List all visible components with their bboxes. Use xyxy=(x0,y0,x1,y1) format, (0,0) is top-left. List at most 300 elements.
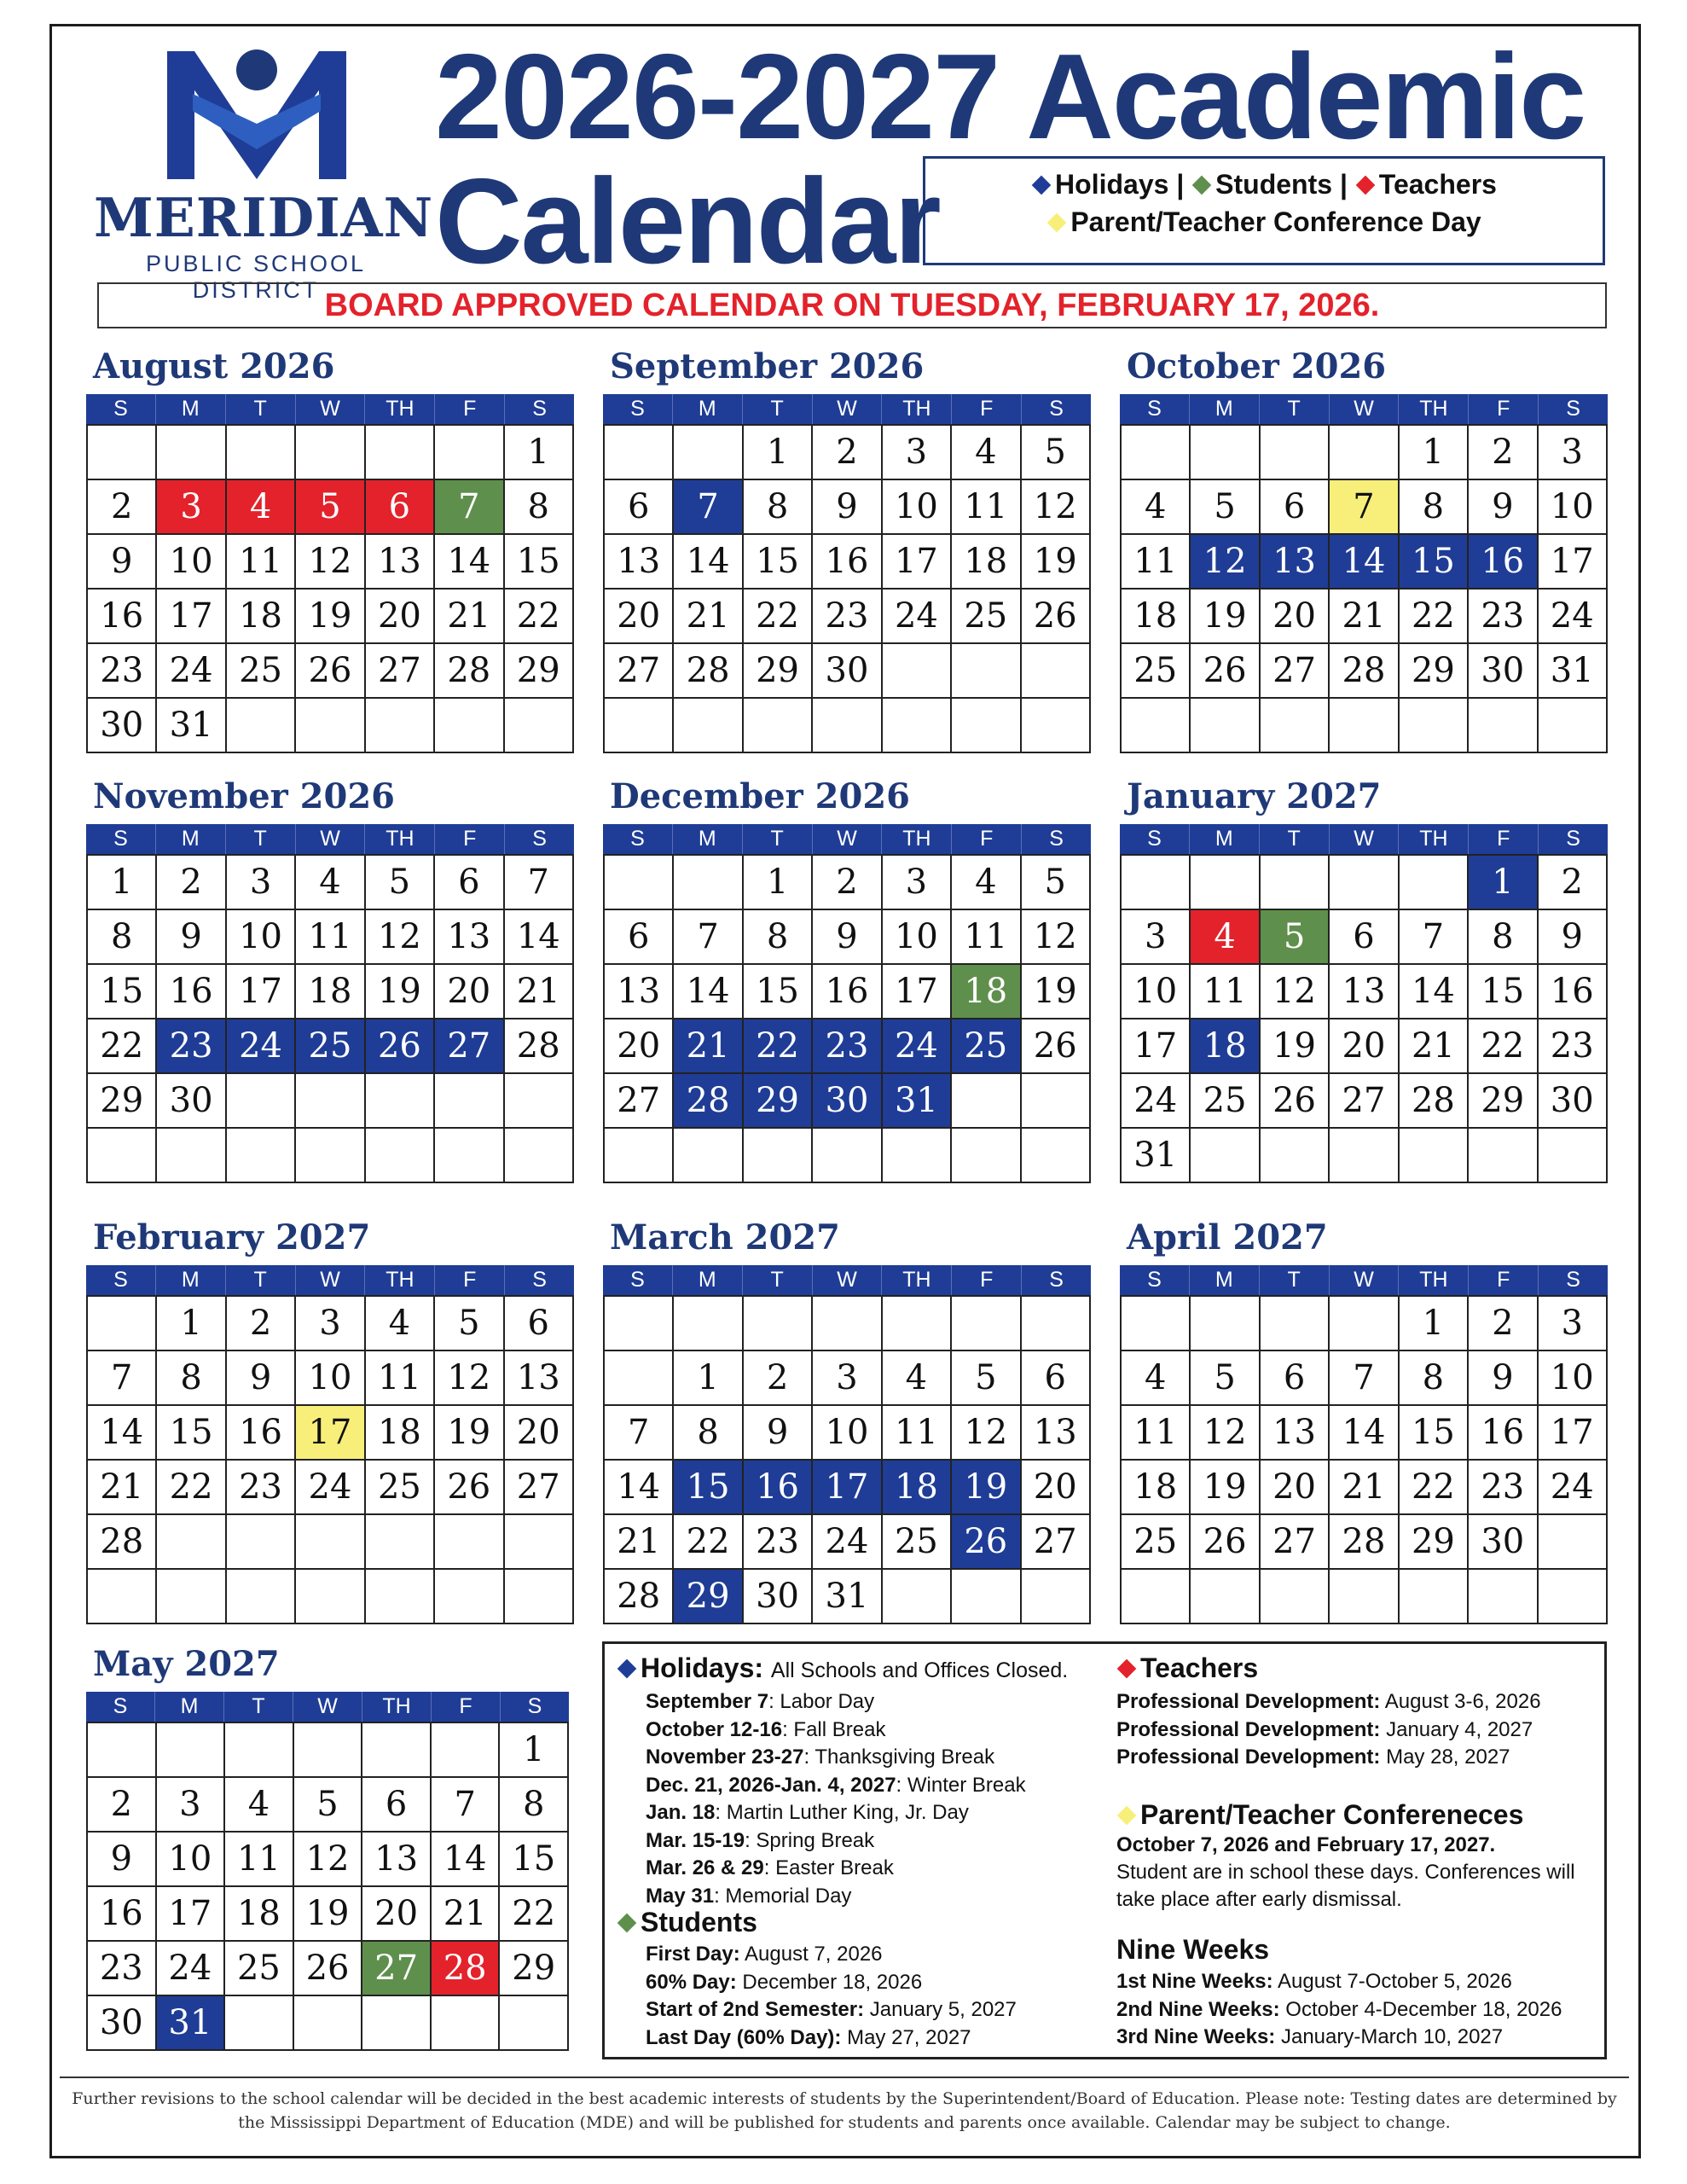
day-cell: 2 xyxy=(227,1297,296,1351)
student-item-text: August 7, 2026 xyxy=(739,1943,883,1966)
day-cell: 22 xyxy=(1400,590,1469,644)
conference-diamond-icon xyxy=(1117,1805,1137,1825)
day-cell: 24 xyxy=(1539,1461,1608,1515)
weekday-label: W xyxy=(293,1692,362,1722)
day-cell: 4 xyxy=(296,856,365,910)
day-cell: 6 xyxy=(605,910,674,965)
day-cell: 3 xyxy=(1539,1297,1608,1351)
holiday-item xyxy=(646,1690,874,1714)
weekday-label: W xyxy=(813,394,883,424)
week-row xyxy=(1122,535,1608,590)
day-cell: 25 xyxy=(366,1461,435,1515)
day-cell: 13 xyxy=(1022,1406,1091,1461)
legend-teachers: Teachers xyxy=(1378,169,1497,200)
week-row xyxy=(88,1074,574,1129)
day-cell: 9 xyxy=(88,1833,157,1887)
day-cell: 5 xyxy=(1022,856,1091,910)
day-cell: 28 xyxy=(674,644,743,699)
teacher-diamond-icon xyxy=(1355,175,1375,195)
weekday-label: M xyxy=(156,1265,226,1295)
day-cell: 6 xyxy=(1022,1351,1091,1406)
holiday-item-text: : Memorial Day xyxy=(714,1884,852,1908)
day-cell: 23 xyxy=(1539,1019,1608,1074)
day-cell: 29 xyxy=(505,644,574,699)
holiday-item-text: : Labor Day xyxy=(768,1690,875,1713)
logo-name: MERIDIAN xyxy=(94,186,434,249)
week-row xyxy=(605,644,1091,699)
weekday-label: TH xyxy=(882,824,952,854)
weekday-label: F xyxy=(435,1265,505,1295)
empty-day-cell xyxy=(227,699,296,753)
empty-day-cell xyxy=(227,1515,296,1570)
week-row xyxy=(88,1461,574,1515)
day-cell: 31 xyxy=(1539,644,1608,699)
week-row xyxy=(605,1297,1091,1351)
day-cell: 23 xyxy=(744,1515,813,1570)
day-cell: 3 xyxy=(1539,426,1608,480)
day-cell: 10 xyxy=(157,535,226,590)
day-cell: 19 xyxy=(296,590,365,644)
day-cell: 20 xyxy=(605,1019,674,1074)
teacher-item-label: Professional Development: xyxy=(1116,1717,1381,1741)
weekday-label: F xyxy=(435,394,505,424)
day-cell: 7 xyxy=(674,480,743,535)
day-cell: 19 xyxy=(1022,965,1091,1019)
day-cell: 9 xyxy=(1539,910,1608,965)
day-cell: 5 xyxy=(1191,480,1260,535)
day-cell: 31 xyxy=(157,1996,226,2051)
nine-weeks-item-text: October 4-December 18, 2026 xyxy=(1279,1997,1562,2021)
day-cell: 25 xyxy=(1122,1515,1191,1570)
student-item-label: First Day: xyxy=(646,1943,740,1966)
day-cell: 12 xyxy=(952,1406,1021,1461)
week-row xyxy=(88,1297,574,1351)
week-row xyxy=(1122,1129,1608,1183)
day-cell: 5 xyxy=(366,856,435,910)
day-cell: 10 xyxy=(1539,1351,1608,1406)
weekday-label: M xyxy=(673,1265,743,1295)
day-cell: 19 xyxy=(366,965,435,1019)
holidays-note: All Schools and Offices Closed. xyxy=(770,1658,1069,1682)
month-day-grid xyxy=(86,1295,574,1624)
day-cell: 23 xyxy=(88,644,157,699)
day-cell: 14 xyxy=(674,965,743,1019)
week-row xyxy=(88,1996,569,2051)
weekday-label: TH xyxy=(365,394,435,424)
empty-day-cell xyxy=(883,699,952,753)
weekday-label: T xyxy=(743,1265,813,1295)
day-cell: 16 xyxy=(1469,535,1538,590)
day-cell: 17 xyxy=(1539,535,1608,590)
day-cell: 25 xyxy=(1191,1074,1260,1129)
empty-day-cell xyxy=(88,1297,157,1351)
month-title: January 2027 xyxy=(1127,776,1382,816)
day-cell: 21 xyxy=(505,965,574,1019)
holiday-item xyxy=(646,1856,894,1880)
day-cell: 13 xyxy=(605,965,674,1019)
month-title: March 2027 xyxy=(610,1217,840,1258)
weekday-label: F xyxy=(952,1265,1022,1295)
weekday-label: TH xyxy=(362,1692,432,1722)
empty-day-cell xyxy=(605,856,674,910)
calendar-key-box xyxy=(602,1641,1607,2059)
empty-day-cell xyxy=(1022,1074,1091,1129)
day-cell: 21 xyxy=(1400,1019,1469,1074)
day-cell: 21 xyxy=(435,590,504,644)
day-cell: 13 xyxy=(435,910,504,965)
week-row xyxy=(605,535,1091,590)
weekday-label: TH xyxy=(1399,394,1469,424)
day-cell: 3 xyxy=(883,856,952,910)
holiday-item-text: : Martin Luther King, Jr. Day xyxy=(715,1801,969,1824)
empty-day-cell xyxy=(1122,1570,1191,1624)
week-row xyxy=(88,1515,574,1570)
day-cell: 23 xyxy=(88,1942,157,1996)
day-cell: 21 xyxy=(1330,1461,1399,1515)
empty-day-cell xyxy=(1022,1297,1091,1351)
weekday-label: S xyxy=(532,827,547,851)
board-approval-notice: BOARD APPROVED CALENDAR ON TUESDAY, FEBRUARY 17, 2026. xyxy=(97,282,1607,328)
week-row xyxy=(1122,1297,1608,1351)
weekday-label: S xyxy=(532,1268,547,1292)
day-cell: 24 xyxy=(813,1515,882,1570)
day-cell: 10 xyxy=(883,480,952,535)
day-cell: 10 xyxy=(1122,965,1191,1019)
empty-day-cell xyxy=(157,426,226,480)
day-cell: 28 xyxy=(605,1570,674,1624)
holiday-item xyxy=(646,1774,1026,1798)
week-row xyxy=(1122,856,1608,910)
day-cell: 17 xyxy=(1539,1406,1608,1461)
empty-day-cell xyxy=(225,1723,294,1778)
weekday-label: T xyxy=(224,1692,293,1722)
day-cell: 10 xyxy=(1539,480,1608,535)
week-row xyxy=(605,1351,1091,1406)
day-cell: 15 xyxy=(744,535,813,590)
empty-day-cell xyxy=(88,1723,157,1778)
day-cell: 15 xyxy=(1469,965,1538,1019)
weekday-label: T xyxy=(743,394,813,424)
day-cell: 18 xyxy=(1122,1461,1191,1515)
weekday-header xyxy=(86,1265,574,1295)
nine-weeks-item xyxy=(1116,2025,1503,2049)
day-cell: 30 xyxy=(1469,644,1538,699)
day-cell: 5 xyxy=(1022,426,1091,480)
week-row xyxy=(1122,910,1608,965)
day-cell: 30 xyxy=(744,1570,813,1624)
day-cell: 5 xyxy=(1261,910,1330,965)
day-cell: 25 xyxy=(227,644,296,699)
holiday-item-text: : Spring Break xyxy=(745,1828,875,1852)
empty-day-cell xyxy=(505,1570,574,1624)
week-row xyxy=(1122,965,1608,1019)
month-day-grid xyxy=(1120,854,1608,1183)
day-cell: 20 xyxy=(505,1406,574,1461)
day-cell: 26 xyxy=(1022,1019,1091,1074)
empty-day-cell xyxy=(605,1129,674,1183)
empty-day-cell xyxy=(505,1515,574,1570)
day-cell: 12 xyxy=(1191,1406,1260,1461)
day-cell: 16 xyxy=(744,1461,813,1515)
weekday-label: S xyxy=(603,1265,673,1295)
empty-day-cell xyxy=(1261,1570,1330,1624)
day-cell: 29 xyxy=(744,1074,813,1129)
empty-day-cell xyxy=(952,644,1021,699)
holiday-item-text: : Fall Break xyxy=(782,1717,886,1741)
day-cell: 7 xyxy=(1330,1351,1399,1406)
student-item-text: January 5, 2027 xyxy=(864,1998,1017,2021)
holiday-item xyxy=(646,1885,851,1908)
day-cell: 30 xyxy=(1539,1074,1608,1129)
student-item xyxy=(646,2026,971,2050)
month-title: December 2026 xyxy=(610,776,911,816)
week-row xyxy=(88,856,574,910)
student-item-label: Last Day (60% Day): xyxy=(646,2025,842,2049)
day-cell: 1 xyxy=(1469,856,1538,910)
holiday-item-label: November 23-27 xyxy=(646,1745,804,1769)
day-cell: 28 xyxy=(1330,1515,1399,1570)
month-title: April 2027 xyxy=(1127,1217,1328,1258)
teacher-item xyxy=(1116,1745,1510,1769)
day-cell: 24 xyxy=(227,1019,296,1074)
day-cell: 10 xyxy=(227,910,296,965)
day-cell: 22 xyxy=(505,590,574,644)
week-row xyxy=(88,1570,574,1624)
day-cell: 2 xyxy=(88,1778,157,1833)
day-cell: 2 xyxy=(88,480,157,535)
day-cell: 3 xyxy=(157,1778,226,1833)
month-title: October 2026 xyxy=(1127,346,1387,386)
day-cell: 31 xyxy=(157,699,226,753)
day-cell: 14 xyxy=(435,535,504,590)
empty-day-cell xyxy=(88,1570,157,1624)
day-cell: 17 xyxy=(1122,1019,1191,1074)
weekday-label: S xyxy=(1120,1265,1190,1295)
holidays-heading: Holidays: All Schools and Offices Closed. xyxy=(617,1653,1068,1684)
empty-day-cell xyxy=(1400,856,1469,910)
day-cell: 11 xyxy=(883,1406,952,1461)
weekday-label: T xyxy=(743,824,813,854)
day-cell: 6 xyxy=(362,1778,432,1833)
week-row xyxy=(605,856,1091,910)
legend-holidays: Holidays | xyxy=(1055,169,1185,200)
day-cell: 1 xyxy=(157,1297,226,1351)
page-title-second-line: Calendar xyxy=(435,154,940,289)
day-cell: 3 xyxy=(227,856,296,910)
day-cell: 26 xyxy=(1191,1515,1260,1570)
legend-students: Students | xyxy=(1215,169,1348,200)
day-cell: 2 xyxy=(813,426,882,480)
week-row xyxy=(605,1129,1091,1183)
weekday-label: S xyxy=(1049,397,1064,421)
empty-day-cell xyxy=(432,1996,501,2051)
day-cell: 8 xyxy=(88,910,157,965)
empty-day-cell xyxy=(1022,1570,1091,1624)
empty-day-cell xyxy=(674,1129,743,1183)
weekday-label: TH xyxy=(882,394,952,424)
day-cell: 14 xyxy=(432,1833,501,1887)
day-cell: 13 xyxy=(1261,1406,1330,1461)
weekday-label: S xyxy=(1566,827,1580,851)
day-cell: 29 xyxy=(674,1570,743,1624)
student-item-text: December 18, 2026 xyxy=(736,1970,923,1994)
week-row xyxy=(88,910,574,965)
day-cell: 1 xyxy=(744,856,813,910)
day-cell: 15 xyxy=(88,965,157,1019)
day-cell: 20 xyxy=(1330,1019,1399,1074)
empty-day-cell xyxy=(1122,856,1191,910)
weekday-label: TH xyxy=(882,1265,952,1295)
empty-day-cell xyxy=(227,1074,296,1129)
holiday-item-text: : Easter Break xyxy=(763,1856,894,1879)
day-cell: 9 xyxy=(88,535,157,590)
empty-day-cell xyxy=(1191,1297,1260,1351)
weekday-label: M xyxy=(156,824,226,854)
teacher-item xyxy=(1116,1690,1541,1714)
holiday-item xyxy=(646,1829,874,1853)
day-cell: 11 xyxy=(1122,1406,1191,1461)
empty-day-cell xyxy=(1122,699,1191,753)
day-cell: 24 xyxy=(883,590,952,644)
day-cell: 14 xyxy=(605,1461,674,1515)
day-cell: 22 xyxy=(88,1019,157,1074)
day-cell: 6 xyxy=(505,1297,574,1351)
day-cell: 22 xyxy=(1469,1019,1538,1074)
day-cell: 23 xyxy=(157,1019,226,1074)
weekday-header xyxy=(86,1692,569,1722)
month-day-grid xyxy=(603,424,1091,753)
week-row xyxy=(605,1406,1091,1461)
week-row xyxy=(88,644,574,699)
day-cell: 15 xyxy=(1400,1406,1469,1461)
empty-day-cell xyxy=(813,1129,882,1183)
weekday-label: S xyxy=(86,1265,156,1295)
empty-day-cell xyxy=(1022,1129,1091,1183)
day-cell: 19 xyxy=(1261,1019,1330,1074)
day-cell: 11 xyxy=(225,1833,294,1887)
conferences-heading: Parent/Teacher Confereneces xyxy=(1116,1799,1523,1831)
holiday-diamond-icon xyxy=(1032,175,1052,195)
day-cell: 26 xyxy=(435,1461,504,1515)
empty-day-cell xyxy=(674,699,743,753)
day-cell: 12 xyxy=(1261,965,1330,1019)
empty-day-cell xyxy=(605,426,674,480)
day-cell: 10 xyxy=(296,1351,365,1406)
day-cell: 22 xyxy=(500,1887,569,1942)
day-cell: 15 xyxy=(500,1833,569,1887)
day-cell: 14 xyxy=(88,1406,157,1461)
week-row xyxy=(1122,480,1608,535)
day-cell: 30 xyxy=(157,1074,226,1129)
day-cell: 16 xyxy=(1539,965,1608,1019)
weekday-label: M xyxy=(1190,1265,1260,1295)
day-cell: 26 xyxy=(1191,644,1260,699)
day-cell: 4 xyxy=(1122,1351,1191,1406)
day-cell: 2 xyxy=(1469,426,1538,480)
day-cell: 20 xyxy=(1261,590,1330,644)
day-cell: 25 xyxy=(883,1515,952,1570)
day-cell: 23 xyxy=(813,1019,882,1074)
weekday-label: F xyxy=(952,824,1022,854)
day-cell: 14 xyxy=(674,535,743,590)
empty-day-cell xyxy=(1469,699,1538,753)
day-cell: 16 xyxy=(88,1887,157,1942)
empty-day-cell xyxy=(505,1129,574,1183)
weekday-label: M xyxy=(1190,394,1260,424)
district-logo xyxy=(94,43,434,303)
day-cell: 29 xyxy=(1400,644,1469,699)
empty-day-cell xyxy=(1330,856,1399,910)
empty-day-cell xyxy=(435,1074,504,1129)
day-cell: 14 xyxy=(505,910,574,965)
empty-day-cell xyxy=(1191,856,1260,910)
day-cell: 13 xyxy=(505,1351,574,1406)
week-row xyxy=(605,1019,1091,1074)
day-cell: 21 xyxy=(674,1019,743,1074)
empty-day-cell xyxy=(362,1723,432,1778)
day-cell: 3 xyxy=(296,1297,365,1351)
teacher-item-text: May 28, 2027 xyxy=(1380,1745,1510,1769)
day-cell: 6 xyxy=(605,480,674,535)
day-cell: 16 xyxy=(1469,1406,1538,1461)
weekday-label: F xyxy=(1469,824,1539,854)
day-cell: 3 xyxy=(883,426,952,480)
day-cell: 15 xyxy=(674,1461,743,1515)
day-cell: 5 xyxy=(294,1778,363,1833)
teacher-item-text: August 3-6, 2026 xyxy=(1380,1690,1541,1713)
conference-note: Student are in school these days. Conferences will take place after early dismissal. xyxy=(1116,1861,1575,1911)
empty-day-cell xyxy=(88,426,157,480)
day-cell: 12 xyxy=(294,1833,363,1887)
nine-weeks-item xyxy=(1116,1998,1562,2022)
day-cell: 28 xyxy=(1400,1074,1469,1129)
day-cell: 18 xyxy=(1191,1019,1260,1074)
week-row xyxy=(1122,1019,1608,1074)
holiday-item-label: October 12-16 xyxy=(646,1717,783,1741)
empty-day-cell xyxy=(952,1297,1021,1351)
holiday-item xyxy=(646,1718,885,1742)
week-row xyxy=(1122,699,1608,753)
day-cell: 8 xyxy=(157,1351,226,1406)
month-day-grid xyxy=(1120,1295,1608,1624)
day-cell: 19 xyxy=(1191,1461,1260,1515)
week-row xyxy=(88,1351,574,1406)
day-cell: 22 xyxy=(157,1461,226,1515)
weekday-header xyxy=(1120,1265,1608,1295)
day-cell: 5 xyxy=(952,1351,1021,1406)
day-cell: 2 xyxy=(157,856,226,910)
empty-day-cell xyxy=(883,1570,952,1624)
month-title: November 2026 xyxy=(93,776,396,816)
empty-day-cell xyxy=(157,1515,226,1570)
day-cell: 19 xyxy=(294,1887,363,1942)
empty-day-cell xyxy=(883,1297,952,1351)
day-cell: 22 xyxy=(674,1515,743,1570)
day-cell: 9 xyxy=(1469,1351,1538,1406)
week-row xyxy=(88,699,574,753)
day-cell: 8 xyxy=(1400,1351,1469,1406)
empty-day-cell xyxy=(157,1723,226,1778)
day-cell: 17 xyxy=(883,535,952,590)
day-cell: 1 xyxy=(88,856,157,910)
empty-day-cell xyxy=(605,699,674,753)
weekday-header xyxy=(86,824,574,854)
day-cell: 3 xyxy=(813,1351,882,1406)
empty-day-cell xyxy=(674,426,743,480)
empty-day-cell xyxy=(157,1570,226,1624)
empty-day-cell xyxy=(366,1515,435,1570)
day-cell: 12 xyxy=(366,910,435,965)
